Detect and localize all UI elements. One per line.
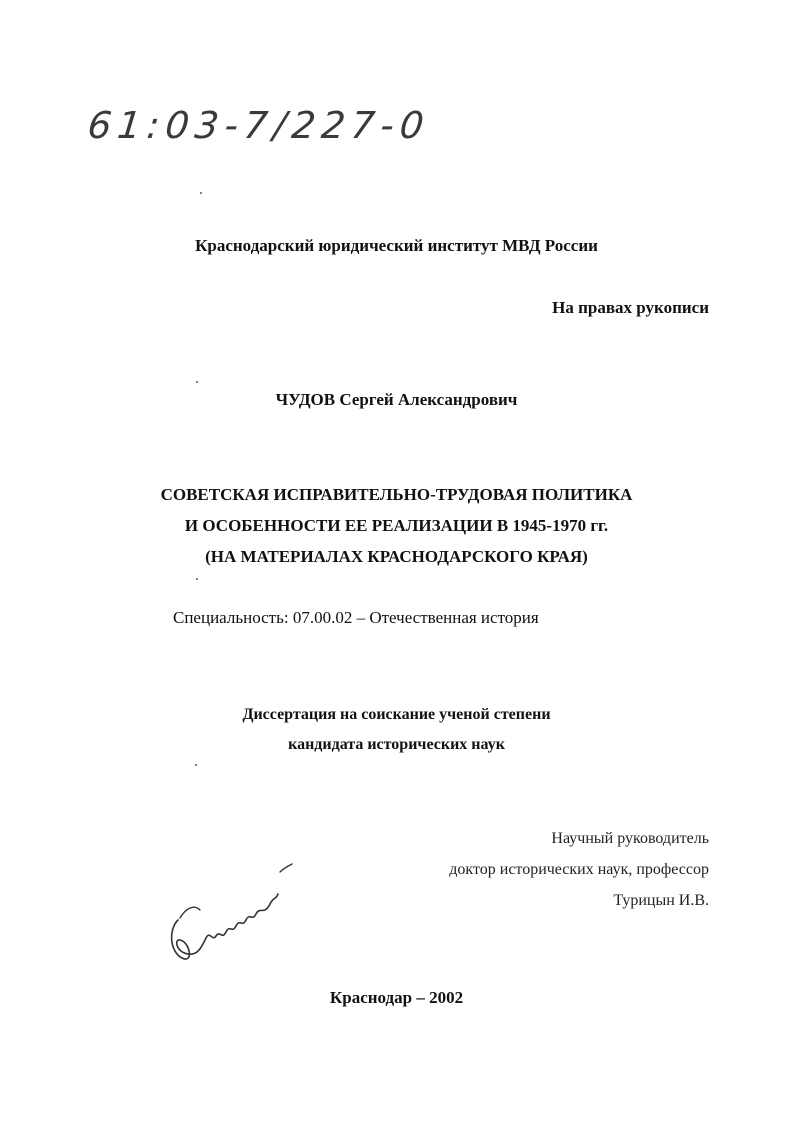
specialty: Специальность: 07.00.02 – Отечественная история	[173, 608, 539, 627]
city-year: Краснодар – 2002	[329, 988, 464, 1007]
supervisor-degree: доктор исторических наук, профессор	[449, 861, 709, 878]
title-line-2: И ОСОБЕННОСТИ ЕЕ РЕАЛИЗАЦИИ В 1945-1970 гг.	[184, 516, 609, 535]
manuscript-rights: На правах рукописи	[552, 298, 709, 317]
supervisor-name: Турицын И.В.	[613, 892, 709, 909]
title-line-1: СОВЕТСКАЯ ИСПРАВИТЕЛЬНО-ТРУДОВАЯ ПОЛИТИКА	[160, 485, 633, 504]
archive-number: 61:03-7/227-0	[85, 104, 432, 147]
scan-speck	[196, 381, 198, 383]
supervisor-role: Научный руководитель	[551, 830, 709, 847]
scan-speck	[200, 192, 202, 194]
author-name: ЧУДОВ Сергей Александрович	[275, 390, 518, 409]
institute-name: Краснодарский юридический институт МВД России	[195, 236, 598, 255]
handwritten-signature	[160, 860, 300, 970]
title-line-3: (НА МАТЕРИАЛАХ КРАСНОДАРСКОГО КРАЯ)	[205, 547, 588, 566]
scan-speck	[195, 764, 197, 766]
scan-speck	[196, 578, 198, 580]
dissertation-line-2: кандидата исторических наук	[288, 736, 505, 753]
dissertation-line-1: Диссертация на соискание ученой степени	[242, 706, 551, 723]
